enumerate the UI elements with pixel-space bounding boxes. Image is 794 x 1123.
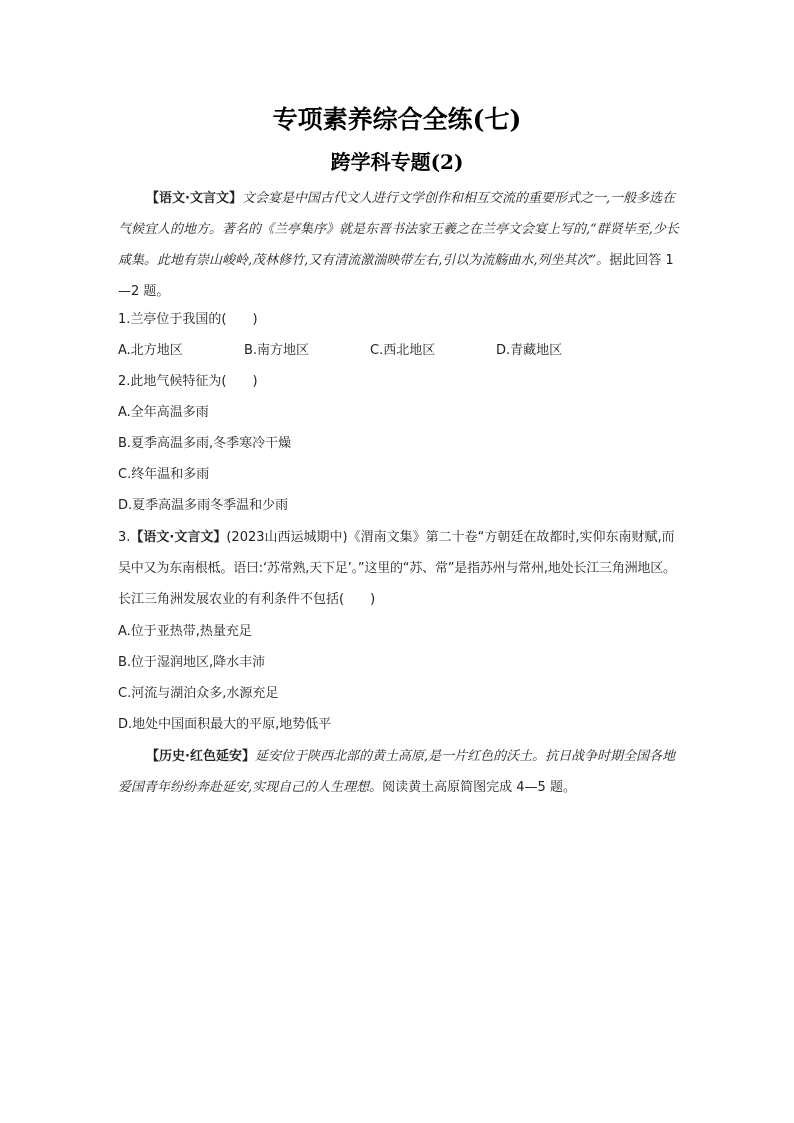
- passage-instruction: 据此回答 1—2 题。: [118, 253, 674, 299]
- option-c: C.西北地区: [370, 343, 436, 358]
- question-3-line-3: 长江三角洲发展农业的有利条件不包括( ): [118, 592, 376, 607]
- question-3-line-1: [118, 528, 698, 548]
- subject-tag: 【语文·文言文】: [130, 530, 227, 545]
- option-b: B.位于湿润地区,降水丰沛: [118, 655, 266, 670]
- option-b: B.夏季高温多雨,冬季寒冷干燥: [118, 436, 292, 451]
- passage-yanan: [118, 741, 680, 803]
- page-title: 专项素养综合全练(七): [272, 105, 522, 134]
- question-1-stem: 1.兰亭位于我国的( ): [118, 312, 258, 327]
- option-b: B.南方地区: [244, 343, 310, 358]
- passage-instruction: 阅读黄土高原简图完成 4—5 题。: [382, 780, 576, 795]
- passage-text: 文会宴是中国古代文人进行文学创作和相互交流的重要形式之一,一般多选在气候宜人的地方。著名的《兰亭集序》就是东晋书法家王羲之在兰亭文会宴上写的,“群贤毕至,少长咸集。此地有崇山峻岭,茂林修竹,又有清流激湍映带左右,引以为流觞曲水,列坐其次”。: [118, 191, 679, 268]
- option-d: D.地处中国面积最大的平原,地势低平: [118, 717, 332, 732]
- question-2-stem: 2.此地气候特征为( ): [118, 374, 258, 389]
- passage-lanting: [118, 183, 680, 307]
- option-a: A.位于亚热带,热量充足: [118, 624, 252, 639]
- question-number: 3.: [118, 530, 131, 545]
- question-3-line-2: 吴中又为东南根柢。语曰:‘苏常熟,天下足’。”这里的“苏、常”是指苏州与常州,地处长江三角洲地区。: [118, 561, 676, 576]
- option-a: A.北方地区: [118, 343, 183, 358]
- page-subtitle: 跨学科专题(2): [330, 150, 464, 174]
- option-c: C.河流与湖泊众多,水源充足: [118, 686, 279, 701]
- option-d: D.青藏地区: [496, 343, 563, 358]
- option-c: C.终年温和多雨: [118, 467, 210, 482]
- question-1-options: [118, 341, 698, 361]
- question-text: (2023山西运城期中)《渭南文集》第二十卷“方朝廷在故都时,实仰东南财赋,而: [226, 530, 675, 545]
- option-a: A.全年高温多雨: [118, 405, 209, 420]
- option-d: D.夏季高温多雨冬季温和少雨: [118, 498, 289, 513]
- passage-text: 延安位于陕西北部的黄土高原,是一片红色的沃土。抗日战争时期全国各地爱国青年纷纷奔赴延安,实现自己的人生理想。: [118, 749, 676, 795]
- subject-tag: 【历史·红色延安】: [146, 749, 255, 764]
- subject-tag: 【语文·文言文】: [146, 191, 242, 206]
